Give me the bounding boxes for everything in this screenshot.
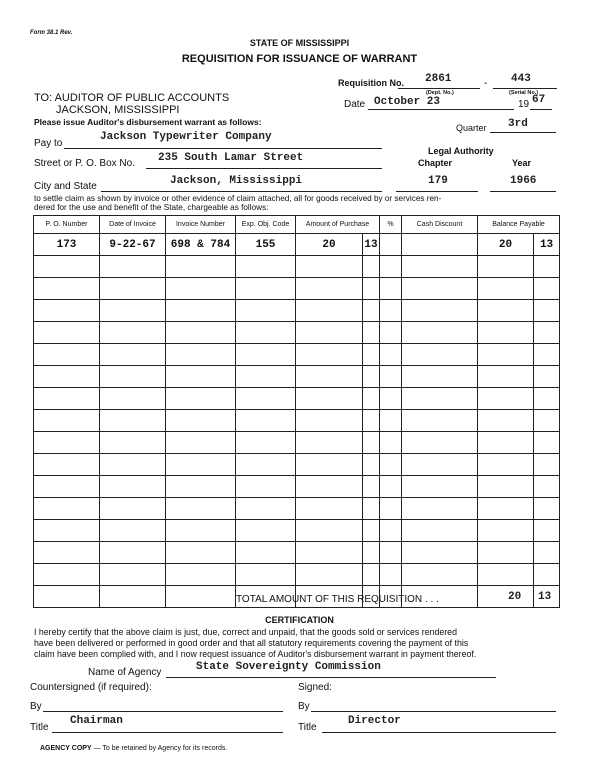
table-cell-amount-cents (363, 520, 380, 542)
table-cell-discount (402, 564, 478, 586)
table-cell-amount-dollars (296, 322, 363, 344)
table-cell-amount-cents: 13 (363, 234, 380, 256)
table-cell-date (100, 498, 166, 520)
table-cell-balance-dollars (478, 586, 534, 608)
signed-label: Signed: (298, 682, 332, 693)
table-row (34, 542, 560, 564)
chapter-value: 179 (428, 175, 448, 187)
table-cell-amount-cents (363, 344, 380, 366)
table-cell-balance-cents (534, 564, 560, 586)
table-cell-invoice (166, 476, 236, 498)
table-row (34, 300, 560, 322)
table-cell-invoice (166, 322, 236, 344)
table-cell-po (34, 278, 100, 300)
table-row (34, 278, 560, 300)
date-label: Date (344, 99, 366, 110)
table-cell-balance-cents (534, 498, 560, 520)
table-cell-pct (380, 278, 402, 300)
table-cell-po (34, 586, 100, 608)
table-row (34, 366, 560, 388)
table-cell-balance-cents (534, 454, 560, 476)
pay-to-value: Jackson Typewriter Company (100, 131, 272, 143)
table-cell-amount-cents (363, 432, 380, 454)
settle-text-2: dered for the use and benefit of the State, chargeable as follows: (34, 203, 269, 212)
table-cell-balance-dollars (478, 300, 534, 322)
table-cell-discount (402, 278, 478, 300)
table-cell-invoice (166, 564, 236, 586)
table-cell-balance-dollars (478, 498, 534, 520)
city-value: Jackson, Mississippi (170, 175, 303, 187)
table-cell-balance-dollars (478, 432, 534, 454)
table-cell-po (34, 520, 100, 542)
table-cell-amount-dollars (296, 498, 363, 520)
table-cell-discount (402, 344, 478, 366)
table-cell-pct (380, 256, 402, 278)
total-label: TOTAL AMOUNT OF THIS REQUISITION . . . (236, 594, 439, 605)
chapter-label: Chapter (418, 158, 453, 168)
table-cell-pct (380, 564, 402, 586)
street-label: Street or P. O. Box No. (34, 158, 135, 169)
table-cell-date (100, 344, 166, 366)
table-cell-code (236, 388, 296, 410)
table-cell-discount (402, 366, 478, 388)
table-cell-code (236, 564, 296, 586)
table-cell-code (236, 432, 296, 454)
table-cell-discount (402, 454, 478, 476)
city-label: City and State (34, 181, 97, 192)
table-cell-pct (380, 388, 402, 410)
table-cell-balance-cents (534, 520, 560, 542)
table-cell-date (100, 410, 166, 432)
header-invoice: Invoice Number (166, 216, 236, 234)
table-cell-date (100, 476, 166, 498)
table-cell-balance-dollars (478, 256, 534, 278)
table-cell-amount-dollars (296, 564, 363, 586)
table-cell-po (34, 410, 100, 432)
table-row (34, 256, 560, 278)
table-row (34, 476, 560, 498)
table-cell-amount-cents (363, 300, 380, 322)
table-cell-pct (380, 542, 402, 564)
claim-table (33, 215, 560, 608)
requisition-label: Requisition No. (338, 78, 404, 88)
date-year: 67 (532, 94, 546, 106)
table-cell-balance-cents (534, 388, 560, 410)
certification-line-1: I hereby certify that the above claim is just, due, correct and unpaid, that the goods sold or services rendered (34, 627, 457, 637)
certification-title: CERTIFICATION (265, 615, 334, 625)
dept-caption: (Dept. No.) (426, 90, 454, 96)
settle-text-1: to settle claim as shown by invoice or other evidence of claim attached, all for goods received by or services ren- (34, 194, 442, 203)
title-left-value: Chairman (70, 715, 123, 727)
table-cell-po (34, 366, 100, 388)
certification-line-2: have been delivered or performed in good order and that all statutory requirements covering the payment of this (34, 638, 469, 648)
pay-to-label: Pay to (34, 138, 63, 149)
table-cell-balance-dollars (478, 454, 534, 476)
table-cell-balance-dollars (478, 344, 534, 366)
table-cell-amount-dollars (296, 410, 363, 432)
form-number: Form 38.1 Rev. (30, 30, 73, 36)
table-cell-balance-dollars (478, 366, 534, 388)
by-label-left: By (30, 701, 42, 712)
header-balance: Balance Payable (478, 216, 560, 234)
table-cell-balance-dollars (478, 520, 534, 542)
table-cell-code (236, 454, 296, 476)
form-title: REQUISITION FOR ISSUANCE OF WARRANT (181, 53, 418, 65)
table-cell-date (100, 366, 166, 388)
table-cell-balance-cents (534, 322, 560, 344)
table-cell-balance-cents (534, 432, 560, 454)
table-cell-pct (380, 476, 402, 498)
table-row (34, 520, 560, 542)
table-cell-pct (380, 234, 402, 256)
table-cell-balance-cents (534, 542, 560, 564)
header-pct: % (380, 216, 402, 234)
table-cell-balance-cents: 13 (534, 234, 560, 256)
header-po: P. O. Number (34, 216, 100, 234)
table-row (34, 322, 560, 344)
table-cell-balance-dollars (478, 564, 534, 586)
table-row (34, 388, 560, 410)
table-cell-code (236, 476, 296, 498)
table-cell-po (34, 344, 100, 366)
table-cell-amount-dollars (296, 278, 363, 300)
table-cell-date (100, 256, 166, 278)
table-cell-balance-cents (534, 344, 560, 366)
table-cell-po (34, 322, 100, 344)
table-cell-invoice (166, 388, 236, 410)
table-cell-amount-cents (363, 498, 380, 520)
agency-value: State Sovereignty Commission (196, 661, 381, 673)
quarter-value: 3rd (508, 118, 528, 130)
table-cell-balance-dollars (478, 278, 534, 300)
table-cell-code (236, 344, 296, 366)
table-cell-code (236, 498, 296, 520)
table-cell-pct (380, 366, 402, 388)
legal-authority-label: Legal Authority (428, 146, 494, 156)
title-label-left: Title (30, 722, 49, 733)
table-cell-discount (402, 542, 478, 564)
table-cell-balance-cents (534, 476, 560, 498)
table-cell-date (100, 586, 166, 608)
street-value: 235 South Lamar Street (158, 152, 304, 164)
table-cell-invoice (166, 454, 236, 476)
table-cell-amount-dollars (296, 520, 363, 542)
table-cell-date (100, 542, 166, 564)
table-cell-pct (380, 498, 402, 520)
table-cell-discount (402, 520, 478, 542)
table-cell-invoice (166, 344, 236, 366)
countersigned-label: Countersigned (if required): (30, 682, 152, 693)
title-right-value: Director (348, 715, 401, 727)
table-cell-balance-cents (534, 366, 560, 388)
table-cell-discount (402, 432, 478, 454)
table-cell-balance-dollars (478, 410, 534, 432)
table-cell-code (236, 278, 296, 300)
table-cell-invoice (166, 432, 236, 454)
table-cell-po (34, 432, 100, 454)
table-cell-pct (380, 454, 402, 476)
table-cell-amount-dollars (296, 256, 363, 278)
table-cell-discount (402, 498, 478, 520)
table-cell-invoice (166, 256, 236, 278)
table-cell-po: 173 (34, 234, 100, 256)
table-cell-amount-dollars (296, 344, 363, 366)
certification-line-3: claim have been complied with, and I now request issuance of Auditor's disbursement warrant in payment thereof. (34, 649, 477, 659)
table-cell-invoice (166, 278, 236, 300)
table-row (34, 454, 560, 476)
table-cell-po (34, 454, 100, 476)
table-cell-code (236, 542, 296, 564)
table-cell-balance-dollars (478, 388, 534, 410)
table-cell-invoice (166, 366, 236, 388)
table-cell-discount (402, 322, 478, 344)
dept-number: 2861 (425, 73, 452, 85)
header-date: Date of Invoice (100, 216, 166, 234)
table-cell-code (236, 366, 296, 388)
table-cell-pct (380, 322, 402, 344)
table-cell-amount-cents (363, 322, 380, 344)
table-cell-po (34, 300, 100, 322)
table-cell-date (100, 278, 166, 300)
table-cell-discount (402, 234, 478, 256)
table-cell-invoice (166, 542, 236, 564)
to-line-2: JACKSON, MISSISSIPPI (56, 104, 180, 116)
table-cell-date (100, 564, 166, 586)
table-cell-amount-dollars (296, 432, 363, 454)
table-cell-amount-dollars (296, 454, 363, 476)
table-cell-pct (380, 432, 402, 454)
table-cell-invoice (166, 410, 236, 432)
serial-caption: (Serial No.) (509, 90, 539, 96)
header-code: Exp. Obj. Code (236, 216, 296, 234)
year-value: 1966 (510, 175, 537, 187)
table-cell-po (34, 388, 100, 410)
table-row (34, 234, 560, 256)
date-value: October 23 (374, 96, 441, 108)
agency-label: Name of Agency (88, 667, 162, 678)
table-cell-code (236, 300, 296, 322)
table-cell-po (34, 256, 100, 278)
table-cell-amount-cents (363, 564, 380, 586)
table-cell-po (34, 476, 100, 498)
total-dollars: 20 (508, 591, 522, 603)
table-cell-amount-cents (363, 476, 380, 498)
table-cell-discount (402, 388, 478, 410)
quarter-label: Quarter (456, 123, 487, 133)
table-cell-invoice: 698 & 784 (166, 234, 236, 256)
by-label-right: By (298, 701, 310, 712)
table-cell-amount-dollars (296, 388, 363, 410)
title-label-right: Title (298, 722, 317, 733)
table-cell-date (100, 388, 166, 410)
table-cell-code: 155 (236, 234, 296, 256)
table-cell-code (236, 322, 296, 344)
table-row (34, 344, 560, 366)
table-cell-balance-cents (534, 410, 560, 432)
table-cell-pct (380, 520, 402, 542)
table-cell-amount-dollars (296, 366, 363, 388)
table-cell-discount (402, 256, 478, 278)
table-cell-amount-dollars (296, 300, 363, 322)
table-cell-balance-cents (534, 300, 560, 322)
table-cell-balance-dollars: 20 (478, 234, 534, 256)
table-cell-amount-cents (363, 410, 380, 432)
table-cell-amount-cents (363, 454, 380, 476)
table-cell-balance-cents (534, 278, 560, 300)
table-cell-balance-dollars (478, 476, 534, 498)
table-cell-date (100, 520, 166, 542)
table-row (34, 564, 560, 586)
table-cell-amount-cents (363, 256, 380, 278)
instruction: Please issue Auditor's disbursement warrant as follows: (34, 117, 262, 127)
table-cell-date (100, 454, 166, 476)
total-cents: 13 (538, 591, 552, 603)
table-cell-pct (380, 300, 402, 322)
table-cell-amount-cents (363, 278, 380, 300)
table-cell-date: 9-22-67 (100, 234, 166, 256)
table-cell-invoice (166, 300, 236, 322)
table-row (34, 410, 560, 432)
to-line-1: TO: AUDITOR OF PUBLIC ACCOUNTS (34, 92, 230, 104)
state-title: STATE OF MISSISSIPPI (249, 38, 350, 48)
serial-number: 443 (511, 73, 531, 85)
table-cell-po (34, 498, 100, 520)
table-cell-invoice (166, 498, 236, 520)
table-cell-code (236, 520, 296, 542)
table-cell-invoice (166, 586, 236, 608)
footer-note: AGENCY COPY — To be retained by Agency for its records. (40, 745, 228, 752)
table-cell-balance-dollars (478, 322, 534, 344)
table-row (34, 498, 560, 520)
table-cell-pct (380, 410, 402, 432)
table-cell-date (100, 300, 166, 322)
table-cell-po (34, 542, 100, 564)
table-cell-discount (402, 410, 478, 432)
table-cell-amount-cents (363, 542, 380, 564)
table-cell-discount (402, 300, 478, 322)
table-cell-balance-dollars (478, 542, 534, 564)
header-amount: Amount of Purchase (296, 216, 380, 234)
table-cell-balance-cents (534, 256, 560, 278)
table-cell-amount-dollars (296, 542, 363, 564)
table-cell-date (100, 322, 166, 344)
table-cell-date (100, 432, 166, 454)
table-cell-amount-dollars: 20 (296, 234, 363, 256)
table-cell-invoice (166, 520, 236, 542)
table-cell-amount-dollars (296, 476, 363, 498)
table-cell-po (34, 564, 100, 586)
table-cell-pct (380, 344, 402, 366)
table-cell-discount (402, 476, 478, 498)
year-label: Year (512, 158, 532, 168)
table-cell-amount-cents (363, 366, 380, 388)
table-cell-code (236, 256, 296, 278)
header-discount: Cash Discount (402, 216, 478, 234)
table-row (34, 432, 560, 454)
table-cell-code (236, 410, 296, 432)
table-cell-amount-cents (363, 388, 380, 410)
